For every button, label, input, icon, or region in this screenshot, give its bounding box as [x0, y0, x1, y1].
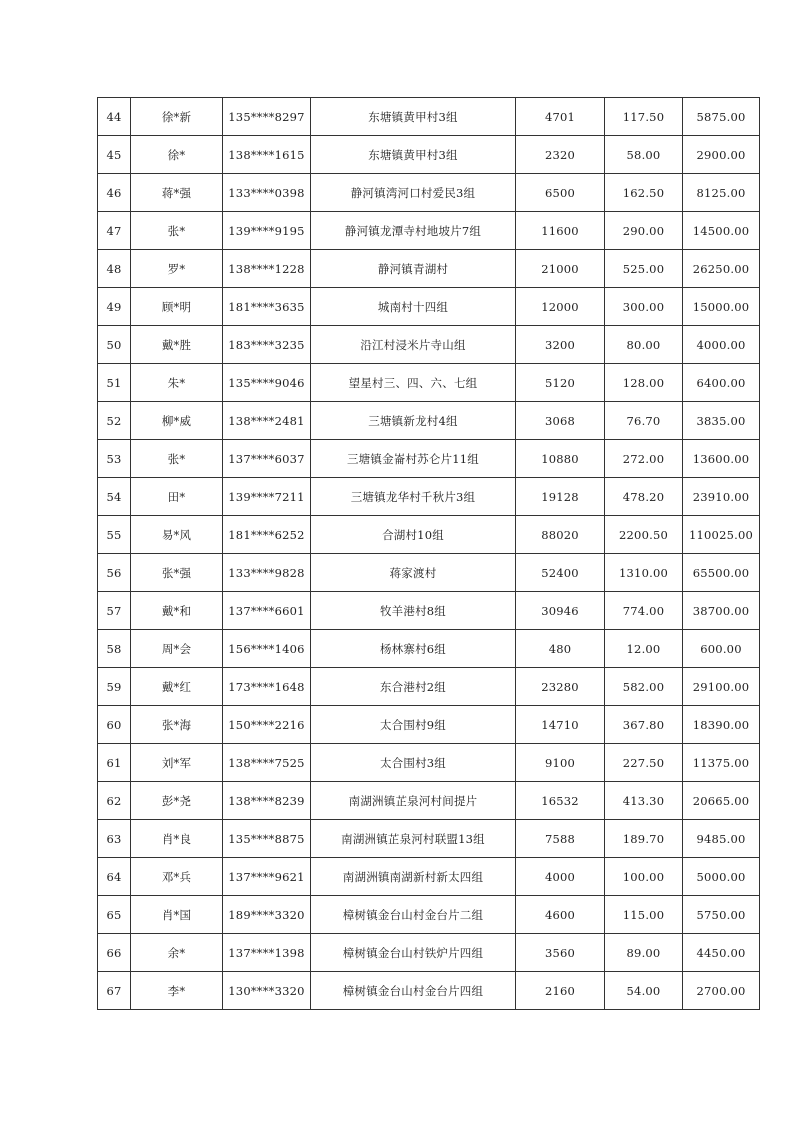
- address-cell: 南湖洲镇南湖新村新太四组: [311, 858, 516, 896]
- phone-cell: 135****8875: [223, 820, 311, 858]
- subsidy-roster-table: [97, 97, 760, 1010]
- amount-cell: 8125.00: [683, 174, 760, 212]
- address-cell: 三塘镇龙华村千秋片3组: [311, 478, 516, 516]
- table-row: [98, 136, 760, 174]
- row-number-cell: 56: [98, 554, 131, 592]
- phone-cell: 133****9828: [223, 554, 311, 592]
- address-cell: 樟树镇金台山村金台片四组: [311, 972, 516, 1010]
- area-cell: 4000: [516, 858, 605, 896]
- row-number-cell: 66: [98, 934, 131, 972]
- amount-cell: 2900.00: [683, 136, 760, 174]
- name-cell: 张*海: [131, 706, 223, 744]
- table-row: [98, 706, 760, 744]
- address-cell: 太合围村9组: [311, 706, 516, 744]
- name-cell: 田*: [131, 478, 223, 516]
- phone-cell: 137****6601: [223, 592, 311, 630]
- area-cell: 19128: [516, 478, 605, 516]
- quantity-cell: 582.00: [605, 668, 683, 706]
- name-cell: 张*: [131, 212, 223, 250]
- name-cell: 彭*尧: [131, 782, 223, 820]
- phone-cell: 138****8239: [223, 782, 311, 820]
- area-cell: 3200: [516, 326, 605, 364]
- table-row: [98, 516, 760, 554]
- phone-cell: 138****1615: [223, 136, 311, 174]
- address-cell: 樟树镇金台山村铁炉片四组: [311, 934, 516, 972]
- phone-cell: 133****0398: [223, 174, 311, 212]
- row-number-cell: 59: [98, 668, 131, 706]
- name-cell: 张*: [131, 440, 223, 478]
- quantity-cell: 774.00: [605, 592, 683, 630]
- amount-cell: 14500.00: [683, 212, 760, 250]
- phone-cell: 138****7525: [223, 744, 311, 782]
- phone-cell: 130****3320: [223, 972, 311, 1010]
- area-cell: 30946: [516, 592, 605, 630]
- table-row: [98, 250, 760, 288]
- phone-cell: 135****8297: [223, 98, 311, 136]
- area-cell: 12000: [516, 288, 605, 326]
- quantity-cell: 1310.00: [605, 554, 683, 592]
- address-cell: 静河镇湾河口村爱民3组: [311, 174, 516, 212]
- name-cell: 罗*: [131, 250, 223, 288]
- address-cell: 蒋家渡村: [311, 554, 516, 592]
- name-cell: 戴*和: [131, 592, 223, 630]
- table-row: [98, 212, 760, 250]
- table-body: [98, 98, 760, 1010]
- phone-cell: 150****2216: [223, 706, 311, 744]
- area-cell: 7588: [516, 820, 605, 858]
- amount-cell: 26250.00: [683, 250, 760, 288]
- area-cell: 9100: [516, 744, 605, 782]
- area-cell: 3068: [516, 402, 605, 440]
- row-number-cell: 58: [98, 630, 131, 668]
- area-cell: 6500: [516, 174, 605, 212]
- table-row: [98, 364, 760, 402]
- amount-cell: 6400.00: [683, 364, 760, 402]
- row-number-cell: 47: [98, 212, 131, 250]
- row-number-cell: 44: [98, 98, 131, 136]
- quantity-cell: 478.20: [605, 478, 683, 516]
- address-cell: 南湖洲镇芷泉河村联盟13组: [311, 820, 516, 858]
- row-number-cell: 48: [98, 250, 131, 288]
- area-cell: 88020: [516, 516, 605, 554]
- table-row: [98, 934, 760, 972]
- amount-cell: 110025.00: [683, 516, 760, 554]
- phone-cell: 173****1648: [223, 668, 311, 706]
- row-number-cell: 50: [98, 326, 131, 364]
- address-cell: 东塘镇黄甲村3组: [311, 98, 516, 136]
- table-row: [98, 668, 760, 706]
- phone-cell: 183****3235: [223, 326, 311, 364]
- table-row: [98, 478, 760, 516]
- quantity-cell: 89.00: [605, 934, 683, 972]
- address-cell: 三塘镇金崙村苏仑片11组: [311, 440, 516, 478]
- quantity-cell: 115.00: [605, 896, 683, 934]
- row-number-cell: 67: [98, 972, 131, 1010]
- name-cell: 戴*红: [131, 668, 223, 706]
- table-row: [98, 896, 760, 934]
- table-row: [98, 782, 760, 820]
- area-cell: 10880: [516, 440, 605, 478]
- amount-cell: 2700.00: [683, 972, 760, 1010]
- address-cell: 樟树镇金台山村金台片二组: [311, 896, 516, 934]
- area-cell: 2320: [516, 136, 605, 174]
- table-row: [98, 98, 760, 136]
- amount-cell: 600.00: [683, 630, 760, 668]
- phone-cell: 181****3635: [223, 288, 311, 326]
- table-row: [98, 554, 760, 592]
- quantity-cell: 227.50: [605, 744, 683, 782]
- amount-cell: 9485.00: [683, 820, 760, 858]
- quantity-cell: 80.00: [605, 326, 683, 364]
- phone-cell: 156****1406: [223, 630, 311, 668]
- amount-cell: 29100.00: [683, 668, 760, 706]
- table-row: [98, 630, 760, 668]
- row-number-cell: 61: [98, 744, 131, 782]
- area-cell: 11600: [516, 212, 605, 250]
- name-cell: 顾*明: [131, 288, 223, 326]
- name-cell: 易*风: [131, 516, 223, 554]
- phone-cell: 138****2481: [223, 402, 311, 440]
- row-number-cell: 45: [98, 136, 131, 174]
- address-cell: 城南村十四组: [311, 288, 516, 326]
- quantity-cell: 189.70: [605, 820, 683, 858]
- quantity-cell: 525.00: [605, 250, 683, 288]
- row-number-cell: 51: [98, 364, 131, 402]
- table-row: [98, 820, 760, 858]
- table-row: [98, 326, 760, 364]
- address-cell: 静河镇青湖村: [311, 250, 516, 288]
- address-cell: 合湖村10组: [311, 516, 516, 554]
- name-cell: 邓*兵: [131, 858, 223, 896]
- row-number-cell: 55: [98, 516, 131, 554]
- quantity-cell: 58.00: [605, 136, 683, 174]
- quantity-cell: 76.70: [605, 402, 683, 440]
- phone-cell: 137****9621: [223, 858, 311, 896]
- address-cell: 三塘镇新龙村4组: [311, 402, 516, 440]
- quantity-cell: 162.50: [605, 174, 683, 212]
- amount-cell: 4000.00: [683, 326, 760, 364]
- quantity-cell: 128.00: [605, 364, 683, 402]
- row-number-cell: 49: [98, 288, 131, 326]
- phone-cell: 139****9195: [223, 212, 311, 250]
- row-number-cell: 65: [98, 896, 131, 934]
- name-cell: 肖*国: [131, 896, 223, 934]
- area-cell: 52400: [516, 554, 605, 592]
- phone-cell: 137****1398: [223, 934, 311, 972]
- name-cell: 刘*军: [131, 744, 223, 782]
- area-cell: 5120: [516, 364, 605, 402]
- amount-cell: 5875.00: [683, 98, 760, 136]
- name-cell: 张*强: [131, 554, 223, 592]
- table-row: [98, 288, 760, 326]
- address-cell: 静河镇龙潭寺村地坡片7组: [311, 212, 516, 250]
- name-cell: 李*: [131, 972, 223, 1010]
- quantity-cell: 12.00: [605, 630, 683, 668]
- quantity-cell: 290.00: [605, 212, 683, 250]
- row-number-cell: 53: [98, 440, 131, 478]
- table-row: [98, 972, 760, 1010]
- phone-cell: 137****6037: [223, 440, 311, 478]
- name-cell: 柳*威: [131, 402, 223, 440]
- address-cell: 东塘镇黄甲村3组: [311, 136, 516, 174]
- quantity-cell: 300.00: [605, 288, 683, 326]
- address-cell: 南湖洲镇芷泉河村间提片: [311, 782, 516, 820]
- name-cell: 蒋*强: [131, 174, 223, 212]
- table-row: [98, 744, 760, 782]
- phone-cell: 138****1228: [223, 250, 311, 288]
- area-cell: 21000: [516, 250, 605, 288]
- row-number-cell: 60: [98, 706, 131, 744]
- quantity-cell: 413.30: [605, 782, 683, 820]
- quantity-cell: 100.00: [605, 858, 683, 896]
- quantity-cell: 117.50: [605, 98, 683, 136]
- address-cell: 牧羊港村8组: [311, 592, 516, 630]
- amount-cell: 20665.00: [683, 782, 760, 820]
- row-number-cell: 46: [98, 174, 131, 212]
- quantity-cell: 54.00: [605, 972, 683, 1010]
- amount-cell: 13600.00: [683, 440, 760, 478]
- area-cell: 23280: [516, 668, 605, 706]
- quantity-cell: 272.00: [605, 440, 683, 478]
- name-cell: 徐*: [131, 136, 223, 174]
- amount-cell: 23910.00: [683, 478, 760, 516]
- name-cell: 徐*新: [131, 98, 223, 136]
- address-cell: 沿江村浸米片寺山组: [311, 326, 516, 364]
- table-row: [98, 440, 760, 478]
- row-number-cell: 64: [98, 858, 131, 896]
- address-cell: 东合港村2组: [311, 668, 516, 706]
- phone-cell: 139****7211: [223, 478, 311, 516]
- area-cell: 4600: [516, 896, 605, 934]
- amount-cell: 65500.00: [683, 554, 760, 592]
- area-cell: 2160: [516, 972, 605, 1010]
- row-number-cell: 52: [98, 402, 131, 440]
- name-cell: 肖*良: [131, 820, 223, 858]
- amount-cell: 11375.00: [683, 744, 760, 782]
- row-number-cell: 62: [98, 782, 131, 820]
- amount-cell: 38700.00: [683, 592, 760, 630]
- table-row: [98, 402, 760, 440]
- table-row: [98, 592, 760, 630]
- area-cell: 14710: [516, 706, 605, 744]
- address-cell: 太合围村3组: [311, 744, 516, 782]
- phone-cell: 181****6252: [223, 516, 311, 554]
- address-cell: 杨林寨村6组: [311, 630, 516, 668]
- phone-cell: 135****9046: [223, 364, 311, 402]
- phone-cell: 189****3320: [223, 896, 311, 934]
- name-cell: 周*会: [131, 630, 223, 668]
- amount-cell: 18390.00: [683, 706, 760, 744]
- table-row: [98, 174, 760, 212]
- area-cell: 16532: [516, 782, 605, 820]
- amount-cell: 5000.00: [683, 858, 760, 896]
- table-row: [98, 858, 760, 896]
- amount-cell: 3835.00: [683, 402, 760, 440]
- amount-cell: 5750.00: [683, 896, 760, 934]
- area-cell: 480: [516, 630, 605, 668]
- area-cell: 4701: [516, 98, 605, 136]
- name-cell: 戴*胜: [131, 326, 223, 364]
- area-cell: 3560: [516, 934, 605, 972]
- row-number-cell: 57: [98, 592, 131, 630]
- amount-cell: 4450.00: [683, 934, 760, 972]
- quantity-cell: 367.80: [605, 706, 683, 744]
- quantity-cell: 2200.50: [605, 516, 683, 554]
- row-number-cell: 63: [98, 820, 131, 858]
- row-number-cell: 54: [98, 478, 131, 516]
- name-cell: 余*: [131, 934, 223, 972]
- name-cell: 朱*: [131, 364, 223, 402]
- amount-cell: 15000.00: [683, 288, 760, 326]
- address-cell: 望星村三、四、六、七组: [311, 364, 516, 402]
